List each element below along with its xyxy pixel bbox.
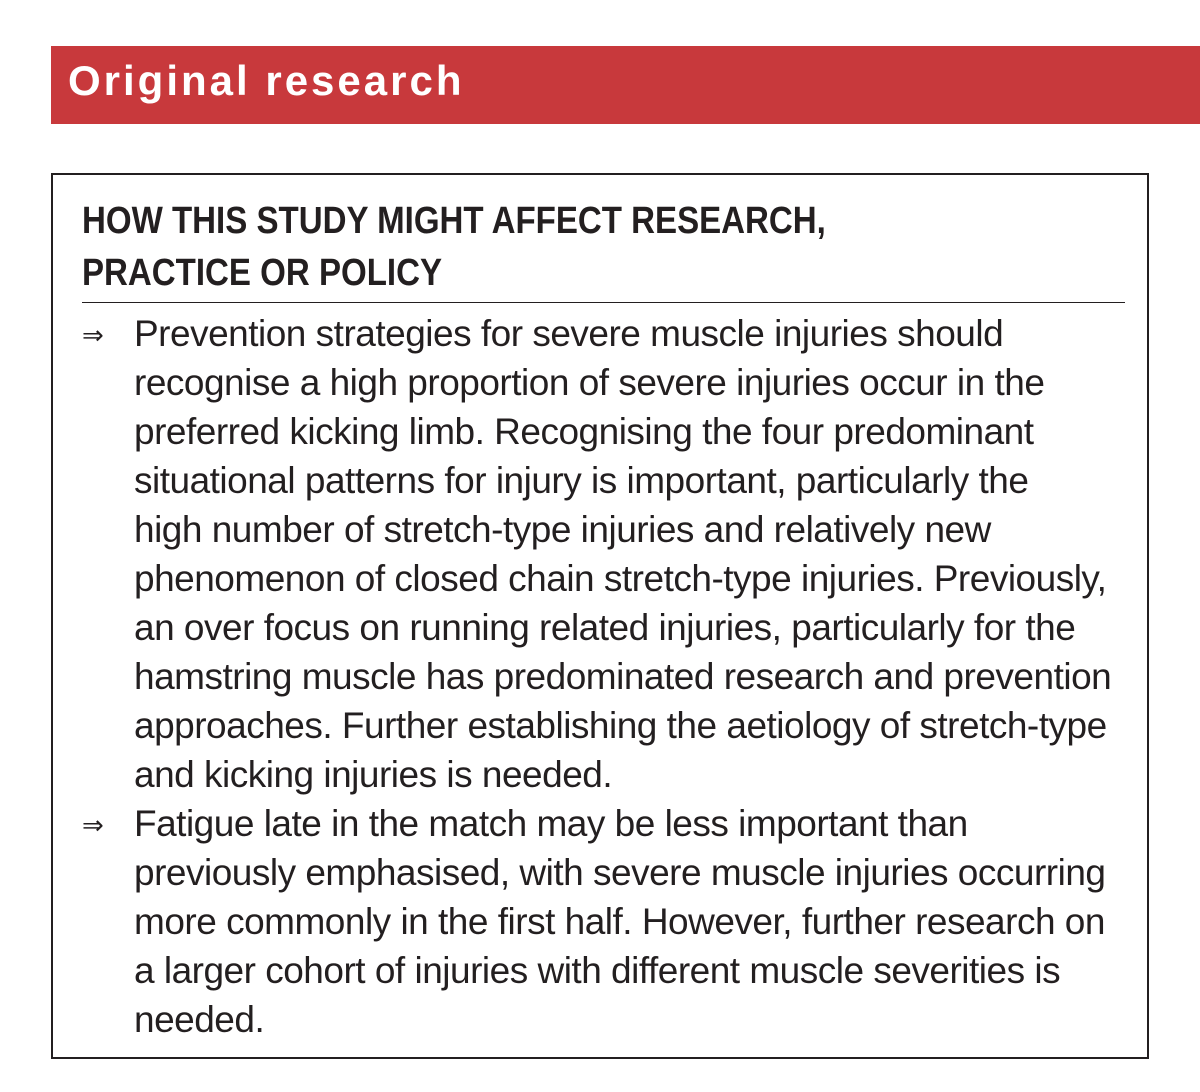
bullet-line: situational patterns for injury is important, particularly the — [134, 460, 1029, 501]
bullet-item — [82, 309, 1132, 799]
bullet-line: Prevention strategies for severe muscle injuries should — [134, 313, 1004, 354]
bullet-line: Fatigue late in the match may be less important than — [134, 803, 968, 844]
double-arrow-right-icon: ⇒ — [82, 811, 104, 841]
bullet-line: approaches. Further establishing the aetiology of stretch-type — [134, 705, 1107, 746]
bullet-line: needed. — [134, 999, 265, 1040]
section-label: Original research — [68, 57, 465, 104]
bullet-line: more commonly in the first half. However, further research on — [134, 901, 1105, 942]
bullet-line: a larger cohort of injuries with different muscle severities is — [134, 950, 1061, 991]
bullet-line: high number of stretch-type injuries and relatively new — [134, 509, 991, 550]
bullet-line: hamstring muscle has predominated research and prevention — [134, 656, 1112, 697]
bullet-line: preferred kicking limb. Recognising the four predominant — [134, 411, 1034, 452]
bullet-list — [82, 309, 1132, 1044]
bullet-line: and kicking injuries is needed. — [134, 754, 613, 795]
summary-box — [51, 173, 1149, 1059]
section-banner — [51, 46, 1200, 124]
double-arrow-right-icon: ⇒ — [82, 321, 104, 351]
bullet-line: phenomenon of closed chain stretch-type injuries. Previously, — [134, 558, 1107, 599]
bullet-line: previously emphasised, with severe muscle injuries occurring — [134, 852, 1106, 893]
heading-divider — [82, 302, 1125, 303]
bullet-line: recognise a high proportion of severe injuries occur in the — [134, 362, 1045, 403]
bullet-item — [82, 799, 1132, 1044]
box-heading: HOW THIS STUDY MIGHT AFFECT RESEARCH, PRACTICE OR POLICY — [82, 200, 826, 294]
bullet-line: an over focus on running related injuries, particularly for the — [134, 607, 1076, 648]
